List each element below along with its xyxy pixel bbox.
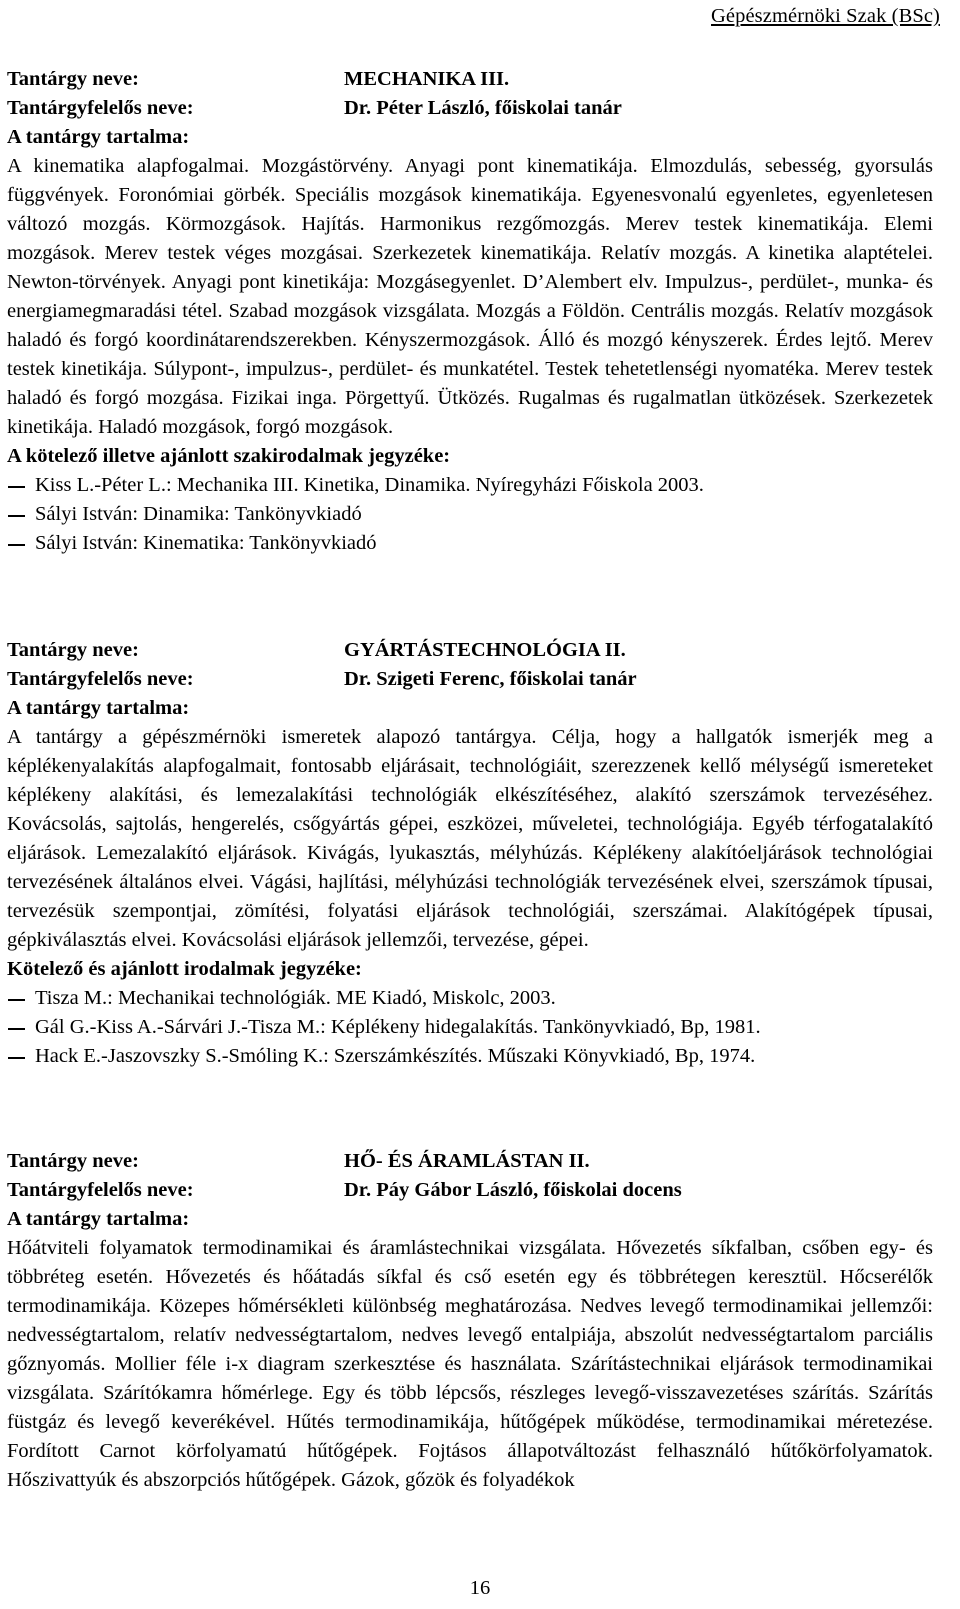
course-name-value: MECHANIKA III. bbox=[344, 68, 510, 90]
course-name-label: Tantárgy neve: bbox=[7, 1150, 139, 1172]
literature-list bbox=[7, 984, 933, 1071]
literature-item: Gál G.-Kiss A.-Sárvári J.-Tisza M.: Képlékeny hidegalakítás. Tankönyvkiadó, Bp, 1981. bbox=[7, 1013, 933, 1042]
literature-item: Tisza M.: Mechanikai technológiák. ME Kiadó, Miskolc, 2003. bbox=[7, 984, 933, 1013]
course-section-mechanika bbox=[7, 65, 933, 558]
course-responsible-label: Tantárgyfelelős neve: bbox=[7, 97, 194, 119]
literature-label: A kötelező illetve ajánlott szakirodalmak jegyzéke: bbox=[7, 445, 451, 467]
course-responsible-value: Dr. Szigeti Ferenc, főiskolai tanár bbox=[344, 668, 637, 690]
course-responsible-label: Tantárgyfelelős neve: bbox=[7, 1179, 194, 1201]
course-section-ho-es-aramlastan bbox=[7, 1147, 933, 1495]
course-content-text: Hőátviteli folyamatok termodinamikai és áramlástechnikai vizsgálata. Hővezetés síkfalban, csőben egy- és többréteg esetén. Hővezetés és hőátadás síkfal és cső esetén egy és többrétegen keresztül. Hőcserélők termodinamikája. Közepes hőmérsékleti különbség meghatározása. Nedves levegő termodinamikai jellemzői: nedvességtartalom, relatív nedvességtartalom, nedves levegő entalpiája, abszolút nedvességtartalom parciális gőznyomás. Mollier féle i-x diagram szerkesztése és használata. Szárítástechnikai eljárások termodinamikai vizsgálata. Szárítókamra hőmérlege. Egy és több lépcsős, részleges levegő-visszavezetéses szárítás. Szárítás füstgáz és levegő keverékével. Hűtés termodinamikája, hűtőgépek működése, termodinamikai méretezése. Fordított Carnot körfolyamatú hűtőgépek. Fojtásos állapotváltozást felhasználó hűtőkörfolyamatok. Hőszivattyúk és abszorpciós hűtőgépek. Gázok, gőzök és folyadékok bbox=[7, 1237, 933, 1491]
course-responsible-row bbox=[7, 1176, 933, 1205]
course-name-value: GYÁRTÁSTECHNOLÓGIA II. bbox=[344, 639, 626, 661]
course-name-label: Tantárgy neve: bbox=[7, 68, 139, 90]
course-content-label: A tantárgy tartalma: bbox=[7, 697, 190, 719]
course-content-label: A tantárgy tartalma: bbox=[7, 1208, 190, 1230]
course-section-gyartastechnologia bbox=[7, 636, 933, 1071]
page-number: 16 bbox=[469, 1577, 491, 1599]
course-content-text: A tantárgy a gépészmérnöki ismeretek alapozó tantárgya. Célja, hogy a hallgatók ismerjék meg a képlékenyalakítás alapfogalmait, fontosabb eljárásait, technológiáit, szerezzenek kellő mélységű ismereteket képlékeny alakítási, és lemezalakítási technológiák elkészítéséhez, alakító szerszámok tervezéséhez. Kovácsolás, sajtolás, hengerelés, csőgyártás gépei, eszközei, műveletei, technológiája. Egyéb térfogatalakító eljárások. Lemezalakító eljárások. Kivágás, lyukasztás, mélyhúzás. Képlékeny alakítóeljárások technológiai tervezésének általános elvei. Vágási, hajlítási, mélyhúzási technológiák tervezésének elvei, szerszámok típusai, tervezésük szempontjai, zömítési, folyatási eljárások technológiái, szerszámai. Alakítógépek típusai, gépkiválasztás elvei. Kovácsolási eljárások jellemzői, tervezése, gépei. bbox=[7, 726, 933, 951]
literature-list bbox=[7, 471, 933, 558]
course-content-label: A tantárgy tartalma: bbox=[7, 126, 190, 148]
course-name-value: HŐ- ÉS ÁRAMLÁSTAN II. bbox=[344, 1150, 590, 1172]
literature-item: Hack E.-Jaszovszky S.-Smóling K.: Szerszámkészítés. Műszaki Könyvkiadó, Bp, 1974. bbox=[7, 1042, 933, 1071]
course-responsible-row bbox=[7, 665, 933, 694]
literature-item: Kiss L.-Péter L.: Mechanika III. Kinetika, Dinamika. Nyíregyházi Főiskola 2003. bbox=[7, 471, 933, 500]
literature-label: Kötelező és ajánlott irodalmak jegyzéke: bbox=[7, 958, 362, 980]
course-name-row bbox=[7, 636, 933, 665]
page-header: Gépészmérnöki Szak (BSc) bbox=[711, 5, 940, 27]
course-name-row bbox=[7, 1147, 933, 1176]
course-content-text: A kinematika alapfogalmai. Mozgástörvény. Anyagi pont kinematikája. Elmozdulás, sebesség, gyorsulás függvények. Foronómiai görbék. Speciális mozgások kinematikája. Egyenesvonalú egyenletes, egyenletesen változó mozgás. Körmozgások. Hajítás. Harmonikus rezgőmozgás. Merev testek kinematikája. Elemi mozgások. Merev testek véges mozgásai. Szerkezetek kinematikája. Relatív mozgás. A kinetika alaptételei. Newton-törvények. Anyagi pont kinetikája: Mozgásegyenlet. D’Alembert elv. Impulzus-, perdület-, munka- és energiamegmaradási tétel. Szabad mozgások vizsgálata. Mozgás a Földön. Centrális mozgás. Relatív mozgások haladó és forgó koordinátarendszerekben. Kényszermozgások. Álló és mozgó kényszerek. Érdes lejtő. Merev testek kinetikája. Súlypont-, impulzus-, perdület- és munkatétel. Testek tehetetlenségi nyomatéka. Merev testek haladó és forgó mozgása. Fizikai inga. Pörgettyű. Ütközés. Rugalmas és rugalmatlan ütközések. Szerkezetek kinetikája. Haladó mozgások, forgó mozgások. bbox=[7, 155, 933, 438]
course-responsible-value: Dr. Páy Gábor László, főiskolai docens bbox=[344, 1179, 682, 1201]
course-responsible-value: Dr. Péter László, főiskolai tanár bbox=[344, 97, 622, 119]
course-name-row bbox=[7, 65, 933, 94]
course-responsible-label: Tantárgyfelelős neve: bbox=[7, 668, 194, 690]
literature-item: Sályi István: Kinematika: Tankönyvkiadó bbox=[7, 529, 933, 558]
course-name-label: Tantárgy neve: bbox=[7, 639, 139, 661]
literature-item: Sályi István: Dinamika: Tankönyvkiadó bbox=[7, 500, 933, 529]
course-responsible-row bbox=[7, 94, 933, 123]
